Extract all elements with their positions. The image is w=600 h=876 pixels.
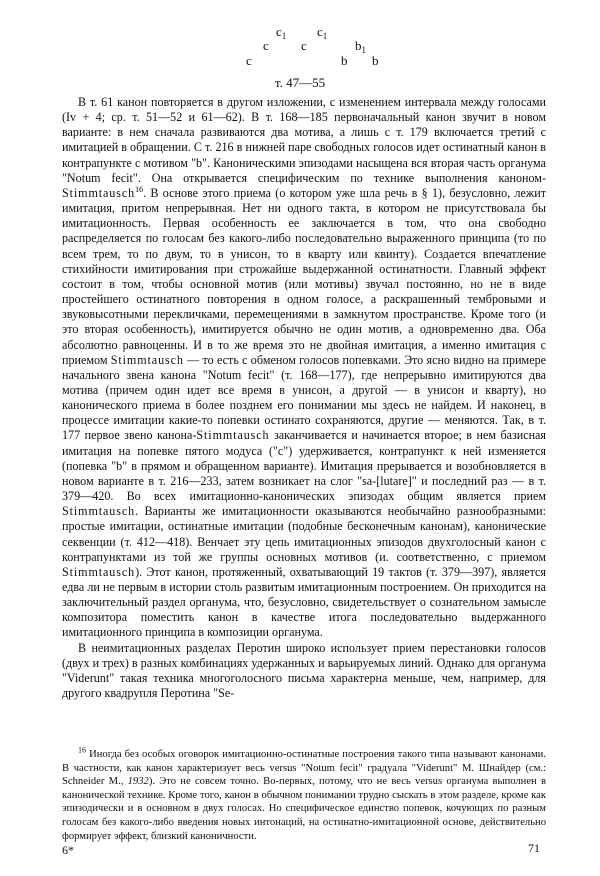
scheme-letter: $b_1$ bbox=[355, 38, 366, 55]
paragraph: В неимитационных разделах Перотин широко использует прием перестановки голосов (двух и трех) в разных комбинациях удержанных и варьируемых линий. Однако для органума "Viderunt" такая техника многоголосного письма характерна меньше, чем, например, для другого квадрупля Перотина "Se- bbox=[62, 640, 546, 701]
scheme-letter: c bbox=[246, 53, 252, 68]
footnote-number: 16 bbox=[78, 745, 86, 755]
scheme-letter: c bbox=[301, 38, 307, 53]
paragraph: В т. 61 канон повторяется в другом изложении, с изменением интервала между голосами (Iv + 4; ср. т. 51—52 и 61—62). В т. 168—185 первоначальный канон звучит в новом варианте: в нем сначала развиваются два мотива, а лишь с т. 179 включается третий с имитацией в обращении. С т. 216 в нижней паре свободных голосов идет остинатный канон в контрапункте с мотивом "b". Каноническими эпизодами насыщена вся вторая часть органума "Notum fecit". Она открывается специфическим по технике выполнения каноном-Stimmtausch$^{16}$. В основе этого приема (о котором уже шла речь в § 1), безусловно, лежит имитация, притом непрерывная. Нет ни одного такта, в котором не присутствовала бы имитационность. Первая особенность ее заключается в том, что она свободно распределяется по голосам без какого-либо последовательно выраженного принципа (то по всем трем, то по двум, то в унисон, то в кварту или квинту). Создается впечатление стихийности имитирования при строжайше выдержанной остинатности. Главный эффект состоит в том, чтобы основной мотив (или мотивы) звучал постоянно, но не в виде простейшего остинатного повторения в одном голосе, а раскрашенный тембровыми и звуковысотными перекличками, перемещениями в замкнутом пространстве. Кроме того (и это вторая особенность), имитируется обычно не один мотив, а одновременно два. Оба абсолютно равноценны. И в то же время это не двойная имитация, а именно имитация с приемом Stimmtausch — то есть с обменом голосов попевками. Это ясно видно на примере начального звена канона "Notum fecit" (т. 168—177), где непрерывно имитируются два мотива (причем один идет все время в унисон, а другой — в унисон и кварту), но канонического приема в более позднем его понимании мы здесь не найдем. И наконец, в процессе имитации какие-то попевки остинато сохраняются, другие — меняются. Так, в т. 177 первое звено канона-Stimmtausch заканчивается и начинается второе; в нем базисная имитация на попевке пятого модуса ("c") удерживается, контрапункт к ней изменяется (попевка "b" в прямом и обращенном варианте). Имитация прерывается и возобновляется в новом варианте в т. 216—233, затем возникает на слог "sa-[lutare]" и последний раз — в т. 379—420. Во всех имитационно-канонических эпизодах общим является прием Stimmtausch. Варианты же имитационности оказываются необычайно разнообразными: простые имитации, остинатные имитации (подобные бесконечным канонам), канонические секвенции (т. 412—418). Венчает эту цепь имитационных эпизодов двухголосный канон с контрапунктами из той же группы основных мотивов (и. соответственно, с приемом Stimmtausch). Этот канон, протяженный, охватывающий 19 тактов (т. 379—397), является едва ли не первым в истории столь развитым имитационным построением. Он приходится на заключительный раздел органума, что, безусловно, свидетельствует о сознательном замысле композитора поместить канон в качестве итога последовательно выдержанного имитационного принципа в композиции органума. bbox=[62, 95, 546, 640]
scheme-letter: b bbox=[341, 53, 348, 68]
scheme-letter: b bbox=[372, 53, 379, 68]
scheme-letter: $c_1$ bbox=[276, 24, 287, 41]
footnote-ref: 16 bbox=[135, 184, 144, 194]
main-text bbox=[62, 95, 546, 701]
page-number: 71 bbox=[528, 841, 540, 855]
scheme-letter: $c_1$ bbox=[317, 24, 328, 41]
printer-signature: 6* bbox=[62, 843, 74, 857]
scheme-letter: c bbox=[263, 38, 269, 53]
footnote: $^{16}$ Иногда без особых оговорок имитационно-остинатные построения такого типа называют канонами. В частности, как канон характеризует весь versus "Notum fecit" градуала "Viderunt" М. Шнайдер (см.: Schneider M., 1932). Это не совсем точно. Во-первых, потому, что не весь versus органума выполнен в канонической технике. Кроме того, канон в обычном понимании трудно сыскать в этом разделе, кроме как эпизодически и в основном в двух голосах. Но специфическое единство попевок, кочующих по разным голосам без какого-либо введения новых интонаций, на остинатно-имитационной основе, действительно формирует эффект, близкий каноничности. bbox=[62, 745, 546, 842]
scheme-label: т. 47—55 bbox=[274, 75, 326, 90]
